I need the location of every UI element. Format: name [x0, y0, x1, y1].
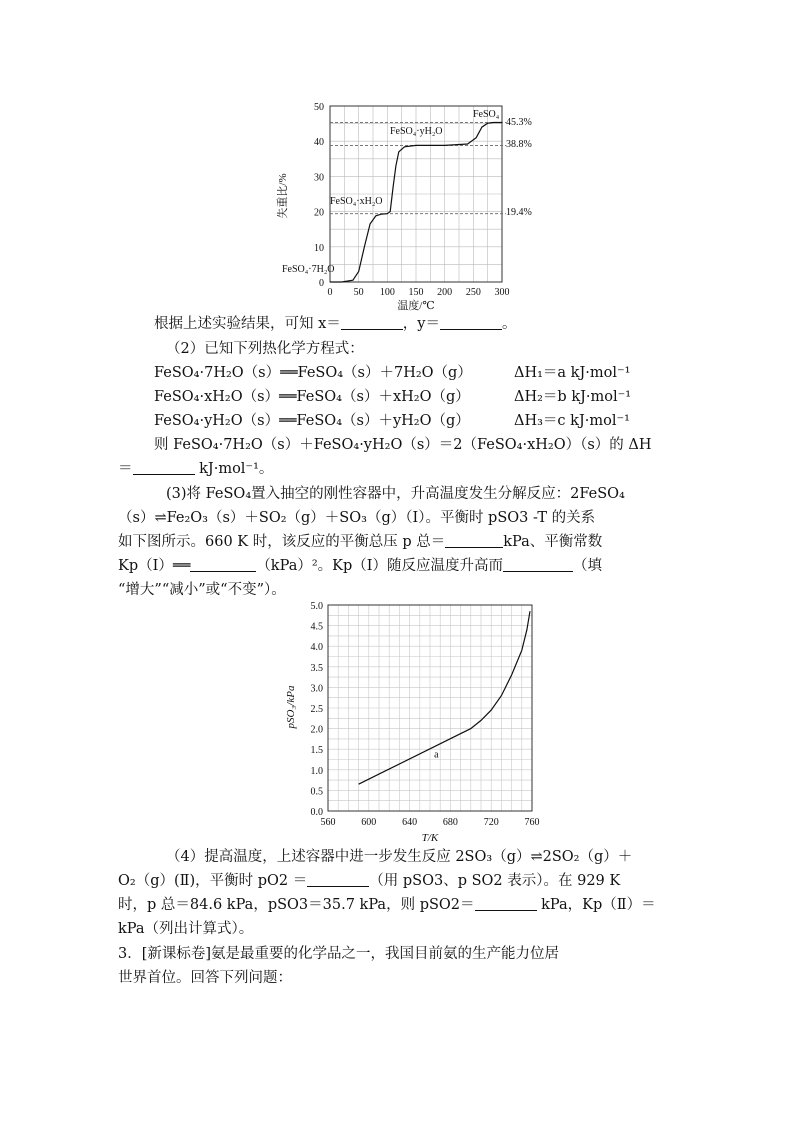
equation-2-dh: ΔH₂＝b kJ·mol⁻¹ — [514, 389, 632, 405]
weight-loss-chart — [270, 96, 550, 314]
text-line-9: “增大”“减小”或“不变”）。 — [118, 582, 286, 598]
text-line-6: （s）⇌Fe₂O₃（s）＋SO₂（g）＋SO₃（g）（Ⅰ）。平衡时 pSO3 -T 的关系 — [118, 510, 596, 526]
y-tick-label: 50 — [314, 102, 324, 113]
equation-3: FeSO₄·yH₂O（s）══FeSO₄（s）＋yH₂O（g） — [154, 413, 470, 429]
answer-blank-dh[interactable] — [133, 460, 195, 475]
x-tick-label: 600 — [361, 817, 377, 828]
text-line-10: （4）提高温度，上述容器中进一步发生反应 2SO₃（g）⇌2SO₂（g）＋ — [166, 849, 633, 865]
y-tick-label: 4.0 — [310, 642, 323, 654]
text-line-15: 世界首位。回答下列问题： — [118, 970, 292, 986]
answer-blank-po2[interactable] — [307, 872, 369, 887]
answer-blank-pso2[interactable] — [475, 896, 537, 911]
text-line-7: 如下图所示。660 K 时，该反应的平衡总压 p 总＝ kPa、平衡常数 — [118, 534, 603, 550]
equation-3-dh: ΔH₃＝c kJ·mol⁻¹ — [514, 413, 630, 429]
text-line-1: 根据上述实验结果，可知 x＝ ，y＝ 。 — [154, 316, 517, 332]
y-tick-label: 0.0 — [310, 807, 323, 818]
label-x-hydrate: FeSO₄·xH₂O — [330, 196, 383, 207]
x-tick-label: 0 — [327, 287, 333, 298]
y-tick-label: 1.0 — [310, 765, 323, 777]
chart2-y-axis-label: pSO₃/kPa — [285, 685, 297, 729]
label-19-4: 19.4% — [506, 207, 532, 218]
y-tick-label: 30 — [314, 172, 324, 184]
y-tick-label: 20 — [314, 207, 324, 219]
chart1-x-axis-label: 温度/℃ — [397, 300, 435, 312]
chart2-x-axis-label: T/K — [421, 832, 439, 844]
text-line-12: 时，p 总＝84.6 kPa，pSO3＝35.7 kPa，则 pSO2＝ kPa，Kp（Ⅱ）＝ — [118, 897, 656, 913]
chart2-curve-label: a — [434, 749, 439, 761]
y-tick-label: 40 — [314, 137, 324, 149]
text-line-3: 则 FeSO₄·7H₂O（s）＋FeSO₄·yH₂O（s）＝2（FeSO₄·xH₂O）（s）的 ΔH — [154, 437, 652, 453]
label-y-hydrate: FeSO₄·yH₂O — [390, 126, 443, 137]
label-anhydrous: FeSO₄ — [473, 109, 500, 120]
equation-2: FeSO₄·xH₂O（s）══FeSO₄（s）＋xH₂O（g） — [154, 389, 470, 405]
chart1-y-axis-label: 失重比/% — [277, 173, 289, 219]
answer-blank-kp1[interactable] — [190, 557, 256, 572]
text-line-14: 3．[新课标卷]氨是最重要的化学品之一，我国目前氨的生产能力位居 — [118, 946, 560, 962]
chart2-grid — [328, 605, 532, 811]
text-line-5: (3)将 FeSO₄置入抽空的刚性容器中，升高温度发生分解反应：2FeSO₄ — [166, 486, 625, 502]
x-tick-label: 560 — [320, 817, 336, 828]
y-tick-label: 5.0 — [310, 601, 323, 612]
label-38-8: 38.8% — [506, 139, 532, 150]
y-tick-label: 10 — [314, 242, 324, 254]
x-tick-label: 200 — [437, 287, 453, 298]
text-line-13: kPa（列出计算式）。 — [118, 921, 254, 937]
x-tick-label: 100 — [379, 287, 395, 298]
equation-1-dh: ΔH₁＝a kJ·mol⁻¹ — [514, 365, 631, 381]
text-line-4: ＝ kJ·mol⁻¹。 — [118, 461, 274, 477]
y-tick-label: 4.5 — [310, 621, 323, 633]
x-tick-label: 150 — [408, 287, 424, 298]
answer-blank-x[interactable] — [341, 315, 403, 330]
answer-blank-ptotal[interactable] — [445, 533, 503, 548]
label-45-3: 45.3% — [506, 117, 532, 128]
y-tick-label: 3.0 — [310, 683, 323, 695]
y-tick-label: 1.5 — [310, 745, 323, 757]
x-tick-label: 50 — [353, 287, 364, 298]
equation-1: FeSO₄·7H₂O（s）══FeSO₄（s）＋7H₂O（g） — [154, 365, 472, 381]
x-tick-label: 720 — [483, 817, 499, 828]
y-tick-label: 0 — [319, 278, 324, 289]
y-tick-label: 2.5 — [310, 704, 323, 715]
label-heptahydrate: FeSO₄·7H₂O — [282, 264, 335, 275]
x-tick-label: 680 — [442, 817, 458, 828]
y-tick-label: 0.5 — [310, 786, 323, 798]
text-line-8: Kp（Ⅰ）══ （kPa）²。Kp（Ⅰ）随反应温度升高而 （填 — [118, 558, 603, 574]
pso3-temperature-chart — [280, 597, 550, 847]
x-tick-label: 250 — [465, 287, 481, 298]
answer-blank-trend[interactable] — [503, 557, 573, 572]
text-line-11: O₂（g）(Ⅱ)，平衡时 pO2 ＝ （用 pSO3、p SO2 表示）。在 929 K — [118, 873, 621, 889]
x-tick-label: 760 — [524, 817, 540, 828]
y-tick-label: 2.0 — [310, 724, 323, 736]
x-tick-label: 640 — [402, 817, 418, 828]
x-tick-label: 300 — [494, 287, 510, 298]
answer-blank-y[interactable] — [440, 315, 502, 330]
text-line-2: （2）已知下列热化学方程式： — [166, 341, 364, 357]
y-tick-label: 3.5 — [310, 662, 323, 674]
